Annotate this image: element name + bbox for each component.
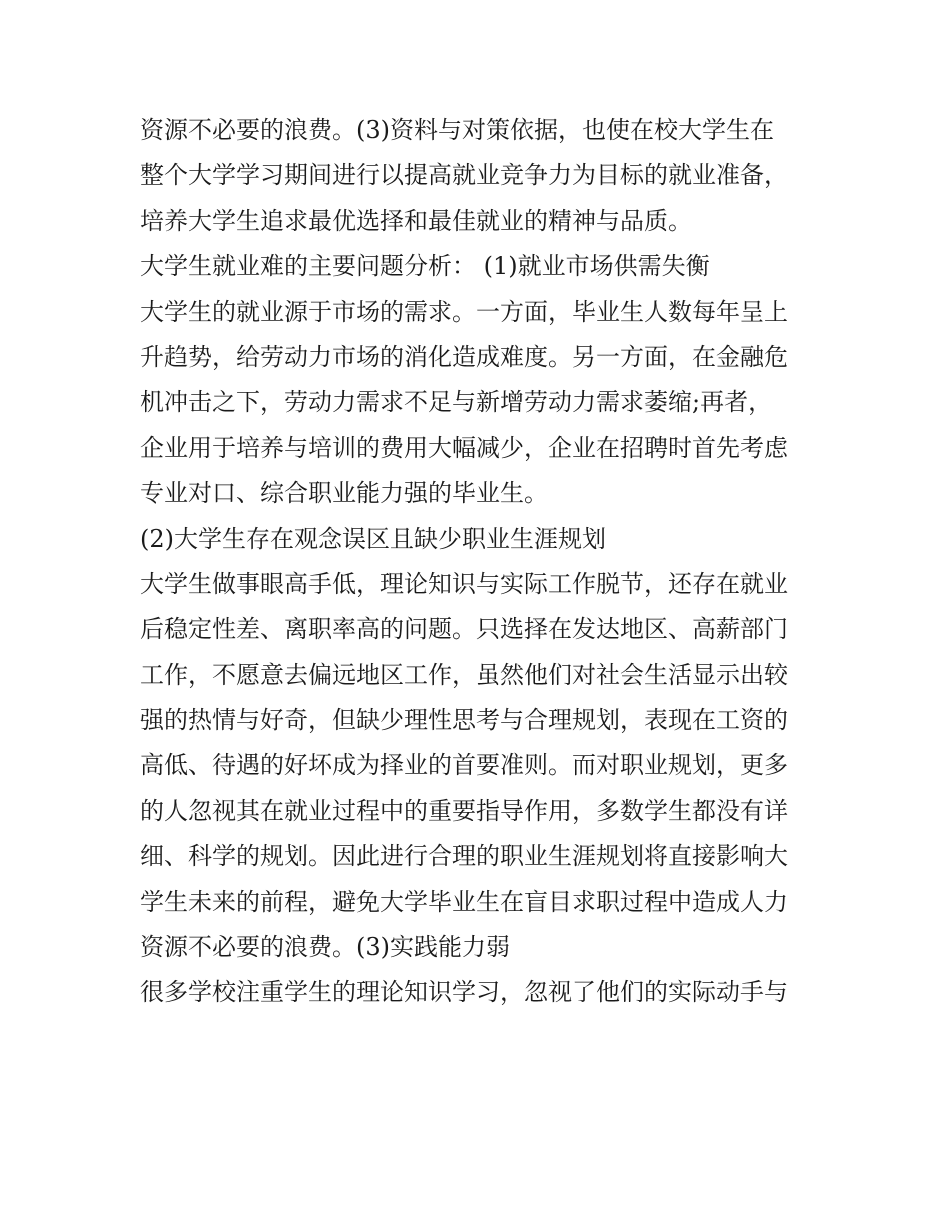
text-line: 培养大学生追求最优选择和最佳就业的精神与品质。 [140,206,692,235]
section-heading: 大学生就业难的主要问题分析： (1)就业市场供需失衡 [140,252,710,281]
text-line: 大学生做事眼高手低，理论知识与实际工作脱节，还存在就业 [140,569,788,598]
text-line: 后稳定性差、离职率高的问题。只选择在发达地区、高薪部门 [140,615,788,644]
body-text [140,108,820,1016]
text-line: 机冲击之下，劳动力需求不足与新增劳动力需求萎缩;再者， [140,388,773,417]
text-line: 大学生的就业源于市场的需求。一方面，毕业生人数每年呈上 [140,297,788,326]
text-line: 专业对口、综合职业能力强的毕业生。 [140,479,548,508]
text-line: 整个大学学习期间进行以提高就业竞争力为目标的就业准备， [140,161,788,190]
text-line: 的人忽视其在就业过程中的重要指导作用，多数学生都没有详 [140,796,788,825]
text-line: 升趋势，给劳动力市场的消化造成难度。另一方面，在金融危 [140,342,788,371]
text-line: 资源不必要的浪费。(3)资料与对策依据，也使在校大学生在 [140,116,774,144]
text-line: 学生未来的前程，避免大学毕业生在盲目求职过程中造成人力 [140,887,788,916]
text-line: 资源不必要的浪费。(3)实践能力弱 [140,933,510,962]
text-line: 高低、待遇的好坏成为择业的首要准则。而对职业规划，更多 [140,751,788,780]
text-line: 很多学校注重学生的理论知识学习，忽视了他们的实际动手与 [140,978,788,1007]
section-heading: (2)大学生存在观念误区且缺少职业生涯规划 [140,524,606,553]
text-line: 工作，不愿意去偏远地区工作，虽然他们对社会生活显示出较 [140,660,788,689]
text-line: 企业用于培养与培训的费用大幅减少，企业在招聘时首先考虑 [140,433,788,462]
text-line: 强的热情与好奇，但缺少理性思考与合理规划，表现在工资的 [140,706,788,735]
text-line: 细、科学的规划。因此进行合理的职业生涯规划将直接影响大 [140,842,788,871]
